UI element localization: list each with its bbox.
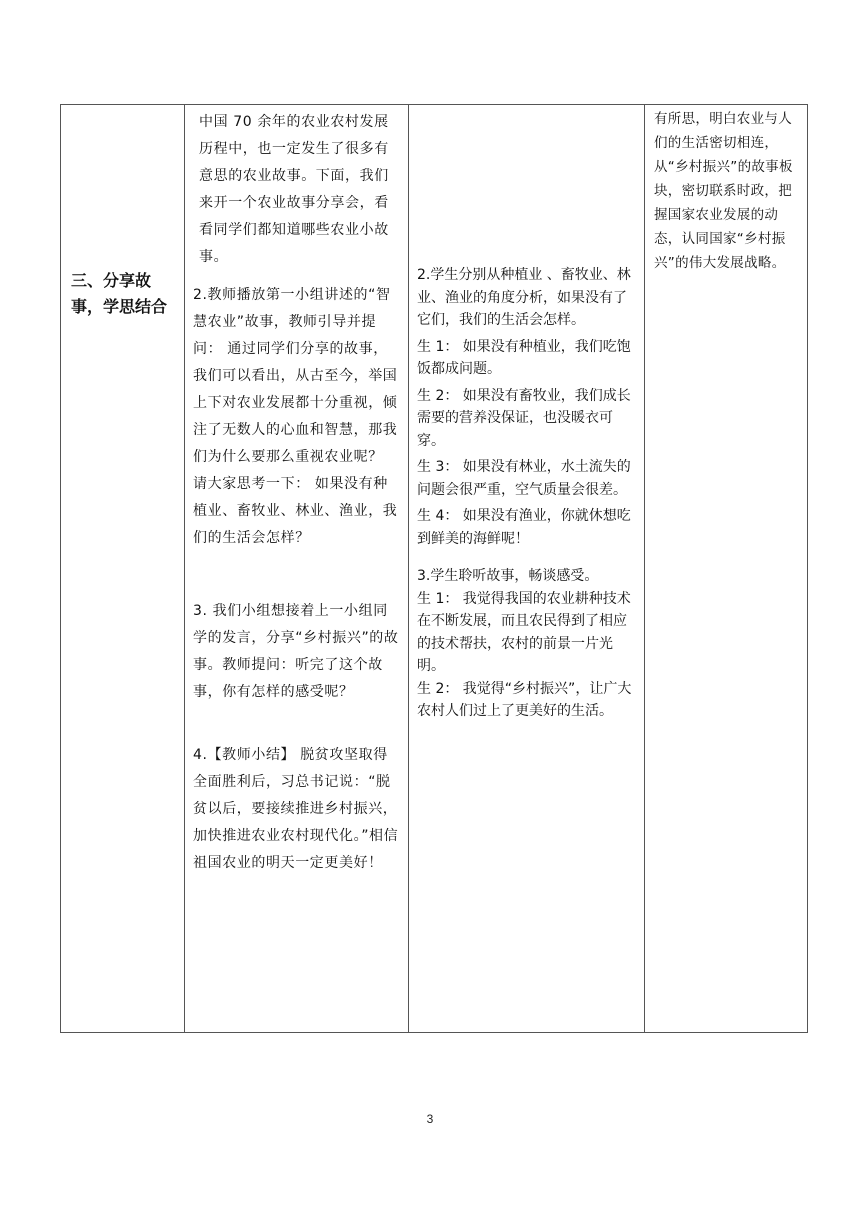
teacher-paragraph: 中国 70 余年的农业农村发展历程中，也一定发生了很多有意思的农业故事。下面，我们来开一个农业故事分享会，看看同学们都知道哪些农业小故事。 xyxy=(199,114,389,265)
student-paragraph: 生 1： 如果没有种植业，我们吃饱饭都成问题。 xyxy=(417,338,631,377)
student-paragraph: 生 4： 如果没有渔业，你就休想吃到鲜美的海鲜呢！ xyxy=(417,508,631,547)
teacher-paragraph: 3. 我们小组想接着上一小组同学的发言，分享“乡村振兴”的故事。教师提问：听完了这个故事，你有怎样的感受呢？ xyxy=(193,603,399,700)
stage-cell xyxy=(61,105,184,1032)
student-activity-cell xyxy=(409,105,644,1032)
design-intent-text: 有所思，明白农业与人们的生活密切相连，从“乡村振兴”的故事板块，密切联系时政，把握国家农业发展的动态，认同国家“乡村振兴”的伟大发展战略。 xyxy=(654,111,793,271)
teacher-paragraph: 2.教师播放第一小组讲述的“智慧农业”故事，教师引导并提问： 通过同学们分享的故事，我们可以看出，从古至今，举国上下对农业发展都十分重视，倾注了无数人的心血和智慧，那我们为什么要那么重视农业呢？ 请大家思考一下： 如果没有种植业、畜牧业、林业、渔业，我们的生活会怎样？ xyxy=(193,287,398,546)
page-number: 3 xyxy=(426,1112,434,1126)
student-paragraph: 生 2： 如果没有畜牧业，我们成长需要的营养没保证，也没暖衣可穿。 xyxy=(417,387,631,449)
design-intent-cell xyxy=(645,105,809,1032)
teacher-paragraph: 4.【教师小结】 脱贫攻坚取得全面胜利后，习总书记说：“脱贫以后，要接续推进乡村振兴，加快推进农业农村现代化。”相信祖国农业的明天一定更美好！ xyxy=(193,747,399,871)
stage-title: 三、分享故事，学思结合 xyxy=(71,271,168,316)
teacher-activity-cell xyxy=(185,105,408,1032)
student-paragraph: 2.学生分别从种植业 、畜牧业、林业、渔业的角度分析，如果没有了它们，我们的生活会怎样。 xyxy=(417,267,631,328)
student-paragraph: 生 3： 如果没有林业，水土流失的问题会很严重，空气质量会很差。 xyxy=(417,459,631,498)
lesson-plan-table xyxy=(60,104,808,1033)
student-paragraph: 生 2： 我觉得“乡村振兴”，让广大农村人们过上了更美好的生活。 xyxy=(417,680,632,719)
student-paragraph: 生 1： 我觉得我国的农业耕种技术在不断发展，而且农民得到了相应的技术帮扶，农村的前景一片光明。 xyxy=(417,590,631,674)
student-paragraph: 3.学生聆听故事，畅谈感受。 xyxy=(417,568,599,584)
